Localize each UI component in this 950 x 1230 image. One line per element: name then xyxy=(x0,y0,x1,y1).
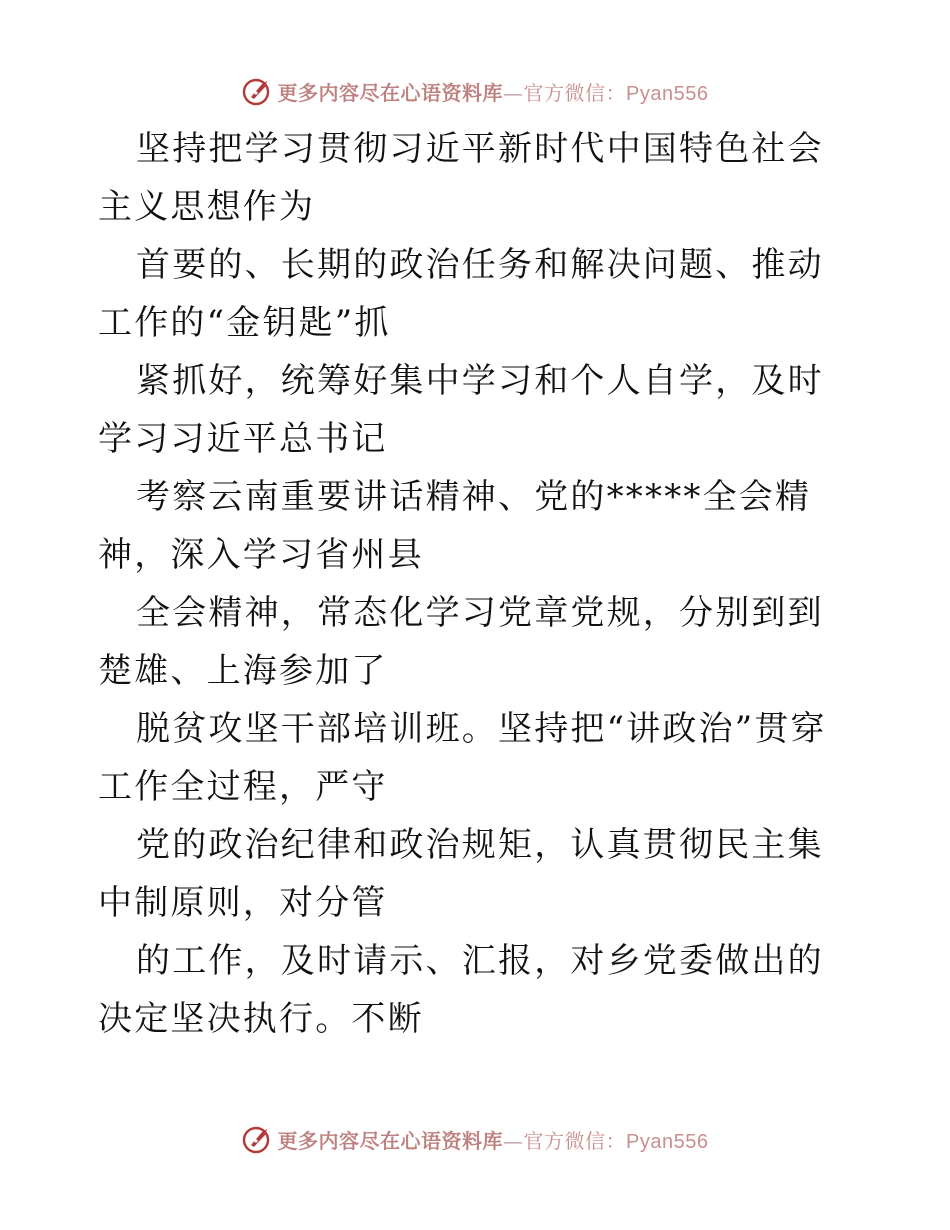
paragraph: 脱贫攻坚干部培训班。坚持把“讲政治”贯穿工作全过程，严守 xyxy=(98,709,827,807)
footer-lead: 更多内容尽在心语资料库 xyxy=(277,1128,504,1153)
header-dash: — xyxy=(503,80,524,105)
pen-nib-logo-icon xyxy=(242,75,274,107)
footer-wechat-id: Pyan556 xyxy=(626,1130,709,1153)
footer-watermark-text xyxy=(278,1125,709,1154)
paragraph: 首要的、长期的政治任务和解决问题、推动工作的“金钥匙”抓 xyxy=(98,245,824,343)
footer-dash: — xyxy=(503,1128,524,1153)
header-label: 官方微信： xyxy=(523,80,627,105)
paragraph: 紧抓好，统筹好集中学习和个人自学，及时学习习近平总书记 xyxy=(98,361,824,459)
header-watermark-text xyxy=(278,77,709,106)
paragraph: 全会精神，常态化学习党章党规，分别到到楚雄、上海参加了 xyxy=(98,593,824,691)
footer-watermark xyxy=(0,1119,950,1159)
document-body xyxy=(98,120,858,1048)
header-lead: 更多内容尽在心语资料库 xyxy=(277,80,504,105)
header-wechat-id: Pyan556 xyxy=(626,82,709,105)
footer-label: 官方微信： xyxy=(523,1128,627,1153)
paragraph: 的工作，及时请示、汇报，对乡党委做出的决定坚决执行。不断 xyxy=(98,941,824,1039)
header-watermark xyxy=(0,71,950,111)
pen-nib-logo-icon xyxy=(242,1123,274,1155)
paragraph: 坚持把学习贯彻习近平新时代中国特色社会主义思想作为 xyxy=(98,129,824,227)
paragraph: 考察云南重要讲话精神、党的*****全会精神，深入学习省州县 xyxy=(98,477,812,575)
paragraph: 党的政治纪律和政治规矩，认真贯彻民主集中制原则，对分管 xyxy=(98,825,824,923)
